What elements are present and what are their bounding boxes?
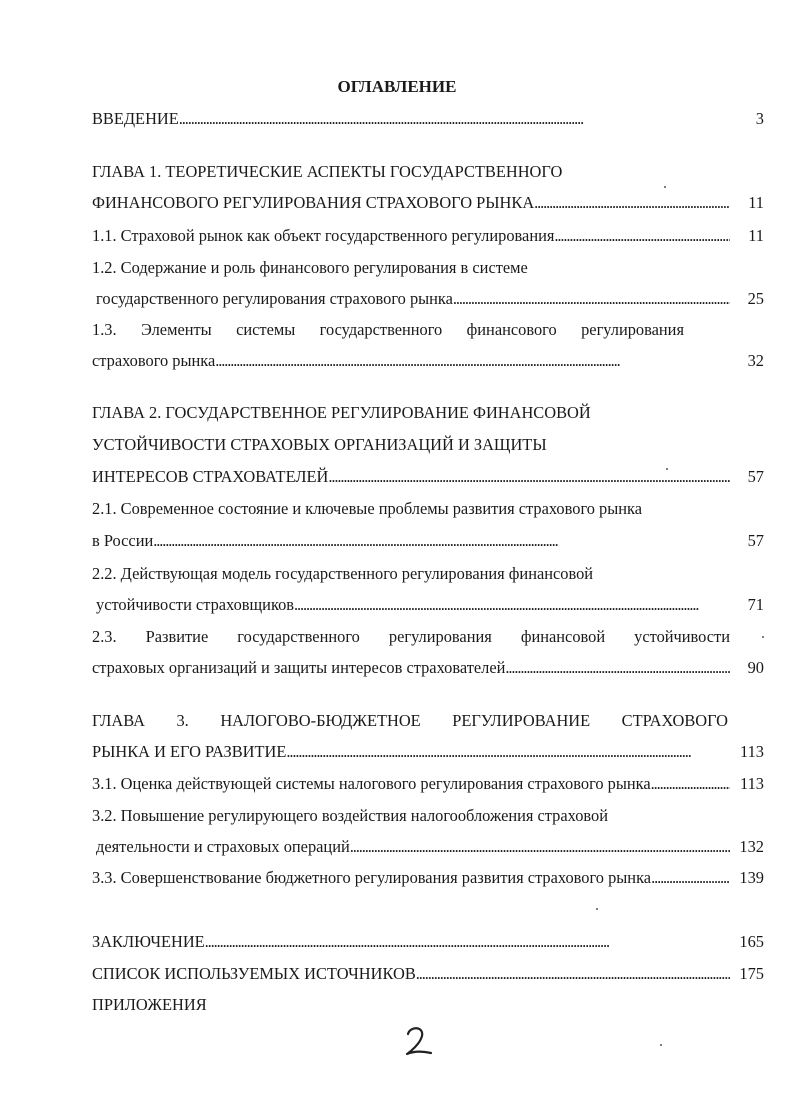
toc-page-number: 139 — [739, 868, 764, 887]
leader-dots — [286, 740, 730, 764]
leader-dots — [179, 107, 730, 131]
toc-page-number: 3 — [755, 109, 764, 128]
toc-page-number: 90 — [747, 658, 764, 677]
toc-section-2-1-line-1: 2.1. Современное состояние и ключевые проблемы развития страхового рынка — [92, 499, 643, 518]
leader-dots — [453, 287, 730, 311]
leader-dots — [205, 930, 730, 954]
toc-entry-label: деятельности и страховых операций — [96, 837, 350, 856]
toc-section-3-2-line-1: 3.2. Повышение регулирующего воздействия налогообложения страховой — [92, 806, 608, 825]
toc-page-number: 132 — [739, 837, 764, 856]
toc-entry-label: устойчивости страховщиков — [96, 595, 295, 614]
toc-entry-label: ИНТЕРЕСОВ СТРАХОВАТЕЛЕЙ — [92, 467, 329, 486]
leader-dots — [215, 349, 730, 373]
leader-dots — [328, 465, 730, 489]
leader-dots — [651, 772, 730, 796]
toc-section-3-2 — [96, 835, 730, 859]
toc-section-1-3 — [92, 349, 730, 373]
scan-speck — [660, 1044, 662, 1046]
toc-section-2-3-line-1: 2.3. Развитие государственного регулирования финансовой устойчивости — [92, 627, 730, 646]
toc-section-2-2 — [96, 593, 730, 617]
leader-dots — [534, 191, 730, 215]
toc-entry-label: страхового рынка — [92, 351, 216, 370]
scan-speck — [664, 186, 666, 188]
toc-section-1-2-line-1: 1.2. Содержание и роль финансового регулирования в системе — [92, 258, 528, 277]
leader-dots — [416, 962, 730, 986]
toc-entry-sources — [92, 962, 730, 986]
toc-section-1-3-line-1: 1.3. Элементы системы государственного финансового регулирования — [92, 320, 684, 339]
toc-page-number: 175 — [739, 964, 764, 983]
toc-page-number: 165 — [739, 932, 764, 951]
toc-page-number: 71 — [747, 595, 764, 614]
toc-entry-label: ВВЕДЕНИЕ — [92, 109, 179, 128]
toc-entry-intro — [92, 107, 730, 131]
toc-entry-label: в России — [92, 531, 154, 550]
toc-section-1-2 — [96, 287, 730, 311]
toc-section-2-1 — [92, 529, 730, 553]
toc-entry-label: ЗАКЛЮЧЕНИЕ — [92, 932, 205, 951]
toc-page-number: 57 — [747, 531, 764, 550]
toc-page-number: 113 — [740, 774, 764, 793]
page-title: ОГЛАВЛЕНИЕ — [337, 77, 457, 96]
toc-section-2-2-line-1: 2.2. Действующая модель государственного регулирования финансовой — [92, 564, 594, 583]
toc-page-number: 11 — [748, 226, 764, 245]
toc-chapter-3 — [92, 740, 730, 764]
toc-entry-conclusion — [92, 930, 730, 954]
handwritten-page-number — [398, 1020, 438, 1060]
toc-page-number: 11 — [748, 193, 764, 212]
toc-section-2-3 — [92, 656, 730, 680]
leader-dots — [554, 224, 730, 248]
toc-section-3-3 — [92, 866, 730, 890]
toc-entry-label: ФИНАНСОВОГО РЕГУЛИРОВАНИЯ СТРАХОВОГО РЫНКА — [92, 193, 535, 212]
leader-dots — [294, 593, 730, 617]
toc-entry-label: СПИСОК ИСПОЛЬЗУЕМЫХ ИСТОЧНИКОВ — [92, 964, 416, 983]
toc-page-number: 25 — [747, 289, 764, 308]
toc-section-3-1 — [92, 772, 730, 796]
toc-entry-label: 1.1. Страховой рынок как объект государственного регулирования — [92, 226, 555, 245]
toc-chapter-2 — [92, 465, 730, 489]
scan-speck — [596, 908, 598, 910]
toc-section-1-1 — [92, 224, 730, 248]
toc-entry-appendix: ПРИЛОЖЕНИЯ — [92, 995, 207, 1014]
toc-page-number: 32 — [747, 351, 764, 370]
leader-dots — [350, 835, 730, 859]
leader-dots — [153, 529, 730, 553]
toc-entry-label: страховых организаций и защиты интересов страхователей — [92, 658, 506, 677]
toc-chapter-1 — [92, 191, 730, 215]
toc-entry-label: 3.1. Оценка действующей системы налогового регулирования страхового рынка — [92, 774, 651, 793]
leader-dots — [505, 656, 730, 680]
toc-chapter-2-line-1: ГЛАВА 2. ГОСУДАРСТВЕННОЕ РЕГУЛИРОВАНИЕ ФИНАНСОВОЙ — [92, 403, 591, 422]
toc-page-number: 113 — [740, 742, 764, 761]
scan-speck — [762, 636, 764, 638]
scan-speck — [666, 468, 668, 470]
leader-dots — [651, 866, 730, 890]
toc-entry-label: 3.3. Совершенствование бюджетного регулирования развития страхового рынка — [92, 868, 652, 887]
toc-page-number: 57 — [747, 467, 764, 486]
toc-entry-label: государственного регулирования страхового рынка — [96, 289, 453, 308]
toc-entry-label: РЫНКА И ЕГО РАЗВИТИЕ — [92, 742, 287, 761]
toc-chapter-2-line-2: УСТОЙЧИВОСТИ СТРАХОВЫХ ОРГАНИЗАЦИЙ И ЗАЩИТЫ — [92, 435, 547, 454]
toc-chapter-3-line-1: ГЛАВА 3. НАЛОГОВО-БЮДЖЕТНОЕ РЕГУЛИРОВАНИЕ СТРАХОВОГО — [92, 711, 728, 730]
toc-chapter-1-line-1: ГЛАВА 1. ТЕОРЕТИЧЕСКИЕ АСПЕКТЫ ГОСУДАРСТВЕННОГО — [92, 162, 563, 181]
